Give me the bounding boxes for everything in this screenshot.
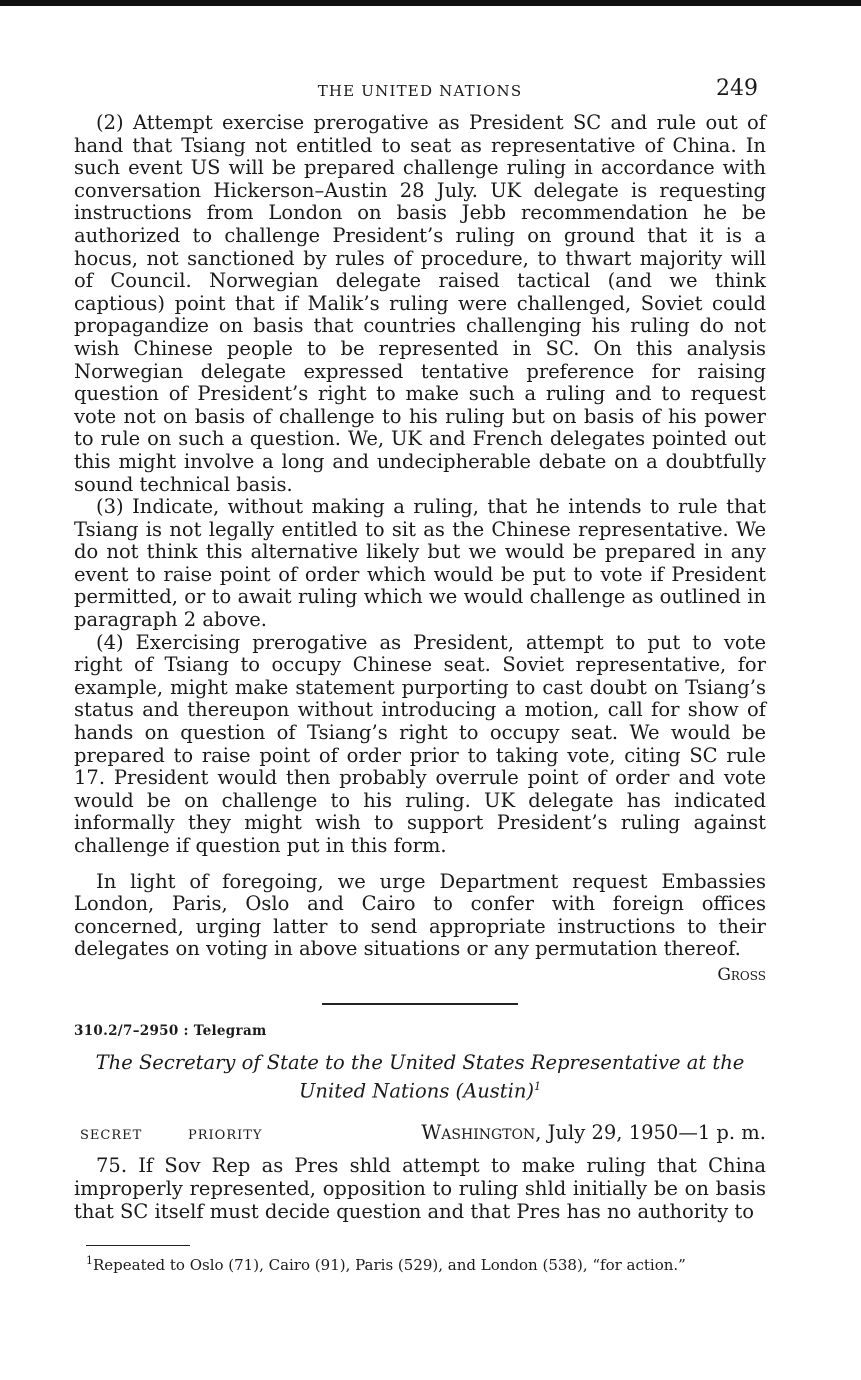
document-title-text: The Secretary of State to the United States Representative at the United Nations (Austin) (95, 1050, 745, 1103)
page-header (74, 76, 766, 112)
telegram-1-body (74, 112, 766, 985)
footnote-mark: 1 (86, 1254, 93, 1268)
footnote-text: Repeated to Oslo (71), Cairo (91), Paris (529), and London (538), “for action.” (93, 1256, 686, 1275)
telegram-2 (74, 1023, 766, 1223)
classification-label: SECRET (80, 1128, 143, 1144)
dateline-place: Washington, (421, 1121, 542, 1145)
telegram-2-body: 75. If Sov Rep as Pres shld attempt to make ruling that China improperly represented, opposition to ruling shld initially be on basis that SC itself must decide question and that Pres has no authority to (74, 1154, 766, 1223)
signature: Gross (717, 964, 766, 985)
dateline-date: July 29, 1950—1 p. m. (547, 1121, 766, 1145)
document-title (88, 1051, 752, 1104)
page-top-edge (0, 0, 861, 6)
paragraph-4: (4) Exercising prerogative as President, attempt to put to vote right of Tsiang to occupy Chinese seat. Soviet representative, for example, might make statement purporting to cast doubt on Tsiang’s status and thereupon without introducing a motion, call for show of hands on question of Tsiang’s right to occupy seat. We would be prepared to raise point of order prior to taking vote, citing SC rule 17. President would then probably overrule point of order and vote would be on challenge to his ruling. UK delegate has indicated informally they might wish to support President’s ruling against challenge if question put in this form. (74, 630, 766, 857)
file-reference: 310.2/7–2950 : Telegram (74, 1022, 267, 1039)
dateline (421, 1121, 766, 1144)
running-head: THE UNITED NATIONS (317, 82, 523, 100)
document-page (74, 76, 766, 1274)
footnote (74, 1252, 766, 1274)
section-divider (322, 1003, 518, 1005)
closing-paragraph: In light of foregoing, we urge Department request Embassies London, Paris, Oslo and Cairo to confer with foreign offices concerned, urging latter to send appropriate instructions to their delegates on voting in above situations or any permutation thereof. (74, 869, 766, 961)
page-number: 249 (716, 76, 758, 101)
footnote-divider (86, 1245, 190, 1246)
precedence-label: PRIORITY (188, 1128, 263, 1144)
paragraph-3: (3) Indicate, without making a ruling, that he intends to rule that Tsiang is not legally entitled to sit as the Chinese representative. We do not think this alternative likely but we would be prepared in any event to raise point of order which would be put to vote if President permitted, or to await ruling which we would challenge as outlined in paragraph 2 above. (74, 495, 766, 632)
title-footnote-mark: 1 (534, 1079, 542, 1093)
classification-line (74, 1119, 766, 1149)
paragraph-2: (2) Attempt exercise prerogative as President SC and rule out of hand that Tsiang not entitled to seat as representative of China. In such event US will be prepared challenge ruling in accordance with conversation Hickerson–Austin 28 July. UK delegate is requesting instructions from London on basis Jebb recommendation he be authorized to challenge President’s ruling on ground that it is a hocus, not sanctioned by rules of procedure, to thwart majority will of Council. Norwegian delegate raised tactical (and we think captious) point that if Malik’s ruling were challenged, Soviet could propagandize on basis that countries challenging his ruling do not wish Chinese people to be represented in SC. On this analysis Norwegian delegate expressed tentative preference for raising question of President’s right to make such a ruling and to request vote not on basis of challenge to his ruling but on basis of his power to rule on such a question. We, UK and French delegates pointed out this might involve a long and undecipherable debate on a doubtfully sound technical basis. (74, 111, 766, 496)
